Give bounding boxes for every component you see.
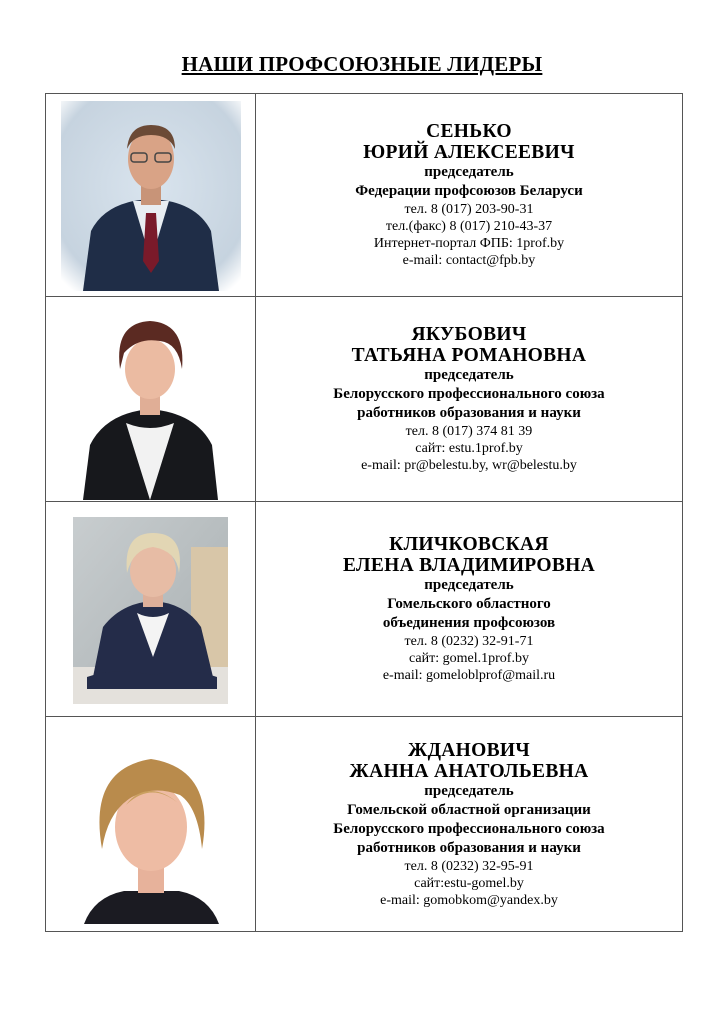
table-row (46, 297, 683, 502)
leader-phone: тел. 8 (0232) 32-95-91 (404, 858, 534, 874)
leader-email-link[interactable]: e-mail: gomeloblprof@mail.ru (382, 668, 556, 683)
leader-phone: тел. 8 (017) 374 81 39 (405, 424, 533, 439)
leader-surname: КЛИЧКОВСКАЯ (389, 534, 549, 555)
leader-email-link[interactable]: e-mail: pr@belestu.by, wr@belestu.by (361, 458, 577, 473)
leader-website-link[interactable]: сайт:estu-gomel.by (414, 875, 524, 891)
leader-organization-line: работников образования и науки (357, 839, 581, 856)
leader-position: председатель (424, 782, 514, 799)
photo-cell (46, 717, 256, 932)
info-cell (256, 502, 683, 717)
leader-portrait-photo (74, 729, 229, 924)
leader-email-link[interactable]: e-mail: gomobkom@yandex.by (380, 892, 558, 908)
leader-organization-line: объединения профсоюзов (382, 615, 556, 631)
table-row (46, 502, 683, 717)
leader-organization-line: Гомельской областной организации (347, 801, 591, 818)
leader-given-names: ЮРИЙ АЛЕКСЕЕВИЧ (363, 142, 575, 163)
info-cell (256, 94, 683, 297)
photo-cell (46, 297, 256, 502)
page-title: НАШИ ПРОФСОЮЗНЫЕ ЛИДЕРЫ (181, 52, 543, 76)
leader-given-names: ЖАННА АНАТОЛЬЕВНА (349, 760, 589, 782)
photo-cell (46, 94, 256, 297)
leader-fax: тел.(факс) 8 (017) 210-43-37 (385, 219, 553, 234)
leader-organization-line: Федерации профсоюзов Беларуси (355, 183, 583, 199)
leader-info (343, 534, 595, 684)
leader-organization-line: Белорусского профессионального союза (333, 820, 605, 837)
table-row (46, 94, 683, 297)
leader-position: председатель (424, 577, 514, 593)
leader-given-names: ТАТЬЯНА РОМАНОВНА (351, 345, 587, 366)
info-cell (256, 297, 683, 502)
leader-info (333, 324, 604, 474)
leader-organization-line: Белорусского профессионального союза (333, 386, 605, 402)
leader-organization-line: Гомельского областного (387, 596, 551, 612)
leader-given-names: ЕЛЕНА ВЛАДИМИРОВНА (342, 555, 596, 576)
leader-website-link[interactable]: сайт: estu.1prof.by (415, 441, 523, 456)
leader-phone: тел. 8 (0232) 32-91-71 (404, 634, 534, 649)
leader-organization-line: работников образования и науки (357, 405, 581, 421)
leader-surname: ЖДАНОВИЧ (407, 739, 530, 761)
leader-website-link[interactable]: Интернет-портал ФПБ: 1prof.by (373, 236, 565, 251)
leader-email-link[interactable]: e-mail: contact@fpb.by (402, 253, 536, 268)
leader-surname: ЯКУБОВИЧ (411, 324, 527, 345)
leader-info (355, 121, 582, 269)
leader-position: председатель (424, 164, 514, 180)
table-row (46, 717, 683, 932)
leader-portrait-photo (78, 305, 223, 500)
leader-position: председатель (424, 367, 514, 383)
leader-phone: тел. 8 (017) 203-90-31 (404, 202, 534, 217)
leader-info (333, 740, 604, 909)
leaders-table (45, 93, 683, 932)
info-cell (256, 717, 683, 932)
leader-website-link[interactable]: сайт: gomel.1prof.by (409, 651, 529, 666)
photo-cell (46, 502, 256, 717)
leader-portrait-photo (61, 101, 241, 291)
leader-portrait-photo (73, 517, 228, 704)
leader-surname: СЕНЬКО (426, 121, 512, 142)
